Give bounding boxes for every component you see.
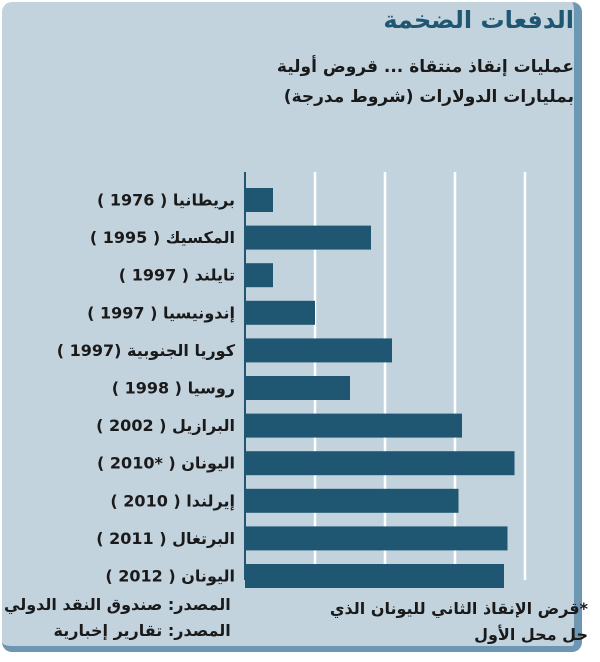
category-label: المكسيك ( 1995 ): [89, 228, 235, 248]
category-label: كوريا الجنوبية (1997 ): [56, 340, 235, 360]
bars: [245, 188, 515, 588]
bar: [245, 414, 462, 438]
subtitle-line-2: بمليارات الدولارات (شروط مدرجة): [283, 87, 574, 107]
category-label: روسيا ( 1998 ): [111, 378, 235, 398]
category-label: البرازيل ( 2002 ): [96, 416, 235, 436]
bar: [245, 526, 508, 550]
subtitle-line-1: عمليات إنقاذ منتقاة ... قروض أولية: [276, 57, 574, 77]
bar: [245, 301, 315, 325]
bar: [245, 338, 392, 362]
bar: [245, 564, 504, 588]
source-line-2: المصدر: تقارير إخبارية: [53, 621, 231, 640]
source-line-1: المصدر: صندوق النقد الدولي: [4, 595, 231, 614]
category-label: إندونيسيا ( 1997 ): [87, 303, 235, 323]
bar: [245, 489, 459, 513]
footnote-line-2: حل محل الأول: [474, 625, 588, 644]
category-label: تايلند ( 1997 ): [118, 265, 235, 285]
bar: [245, 451, 515, 475]
category-labels: [57, 191, 236, 586]
category-label: اليونان ( *2010 ): [97, 453, 235, 473]
chart-title: الدفعات الضخمة: [383, 6, 574, 34]
bar: [245, 263, 273, 287]
bar: [245, 226, 371, 250]
category-label: إيرلندا ( 2010 ): [110, 491, 235, 511]
footnote: [330, 596, 588, 648]
bar: [245, 376, 350, 400]
bar: [245, 188, 273, 212]
category-label: اليونان ( 2012 ): [105, 566, 235, 586]
category-label: بريطانيا ( 1976 ): [97, 190, 235, 210]
source-credits: [4, 592, 231, 644]
category-label: البرتغال ( 2011 ): [96, 528, 235, 548]
footnote-line-1: *قرض الإنقاذ الثاني لليونان الذي: [329, 599, 588, 618]
